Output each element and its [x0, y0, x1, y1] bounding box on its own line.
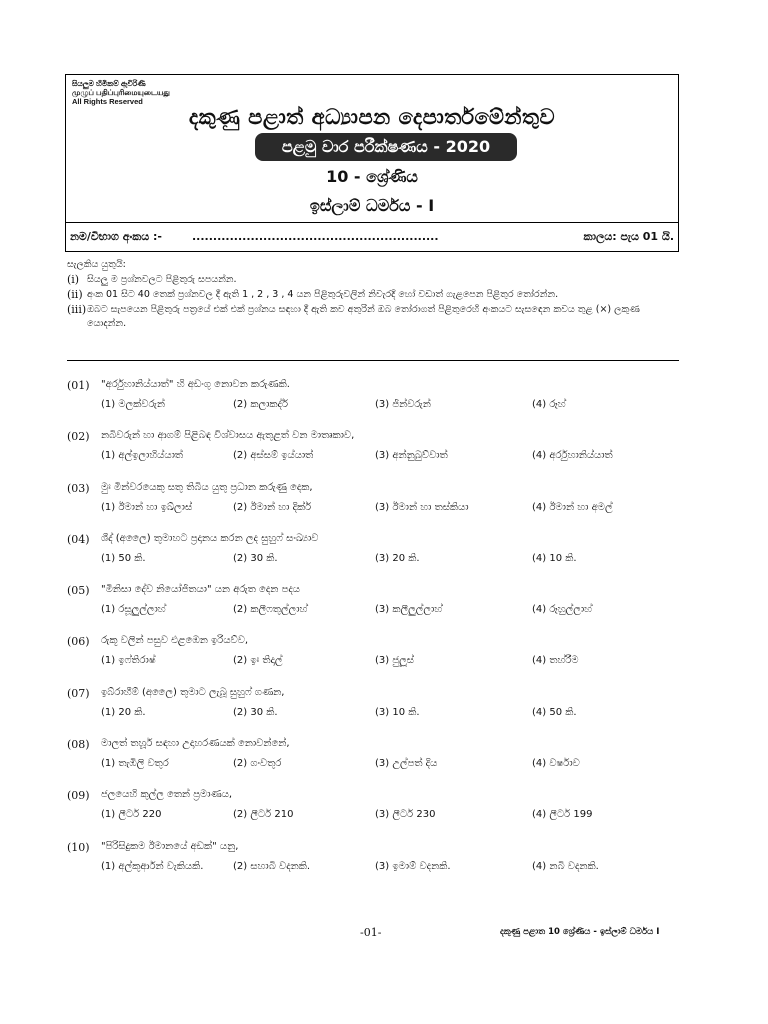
- option-1: (1) ඊමාන් හා ඉඛ්ලාස්: [101, 501, 193, 513]
- instruction-text: සියලු ම ප්‍රශ්නවලට පිළිතුරු සපයන්න.: [87, 274, 237, 285]
- option-3: (3) ජින්වරුන්: [375, 399, 431, 410]
- question-number: (07): [67, 686, 90, 700]
- rights-line-sinhala: සියලුම හිමිකම් ඇවිරිණි: [72, 79, 146, 88]
- option-4: (4) වර්ෂාව: [532, 758, 580, 770]
- question-text: මාලත් තහූර් සඳහා උදාහරණයක් නොවන්නේ,: [101, 738, 290, 750]
- option-4: (4) ලීටර් 199: [532, 809, 593, 821]
- question-item: [67, 839, 687, 890]
- question-text: රුකූ වලින් පසුව එළඹෙන ඉරියව්ව,: [101, 635, 249, 647]
- question-item: [67, 377, 687, 428]
- option-2: (2) 30 කි.: [233, 706, 278, 718]
- option-3: (3) ලීටර් 230: [375, 809, 436, 821]
- option-1: (1) 50 කි.: [101, 552, 146, 564]
- question-number: (10): [67, 840, 90, 854]
- question-item: [67, 633, 687, 684]
- question-text: "මිනිසා දේව නියෝජිතයා" යන අරුත දෙන පදය: [101, 584, 301, 596]
- option-3: (3) 20 කි.: [375, 552, 420, 564]
- option-4: (4) 50 කි.: [532, 706, 577, 718]
- option-3: (3) කලීලුල්ලාහ්: [375, 604, 443, 616]
- option-1: (1) අල්කුර්ආන් වැකියකි.: [101, 860, 204, 872]
- question-text: ඉබ්රාහීම් (අලෛ) තුමාට ලැබූ සුහුෆ් ගණන,: [101, 686, 285, 698]
- option-4: (4) රූහුල්ලාහ්: [532, 604, 592, 616]
- option-1: (1) ලීටර් 220: [101, 809, 162, 821]
- option-2: (2) ලීටර් 210: [233, 809, 294, 821]
- grade-label: 10 - ශ්‍රේණිය: [326, 167, 418, 186]
- question-item: [67, 685, 687, 736]
- option-3: (3) අන්නුබුව්වාත්: [375, 450, 448, 462]
- header-box: [65, 74, 679, 252]
- time-label: කාලය: පැය 01 යි.: [583, 230, 674, 243]
- instruction-text: ඔබට සැපයෙන පිළිතුරු පත්‍රයේ එක් එක් ප්‍රශ්නය සඳහා දී ඇති කව අතුරින් ඔබ තෝරාගත් පිළිතුරෙහි අංකයට සැසඳෙන කවය තුළ (×) ලකුණ යොදන්න.: [87, 304, 640, 329]
- section-divider: [67, 360, 679, 361]
- rights-notice: [72, 79, 192, 106]
- subject-label: ඉස්ලාම් ධර්මය - I: [309, 196, 435, 215]
- option-3: (3) ජුලූස්: [375, 655, 414, 667]
- option-2: (2) ඊමාන් හා දික්ර්: [233, 501, 312, 513]
- question-text: මුඃ මින්වරයෙකු සතු තිබිය යුතු ප්‍රධාන කරුණු දෙක,: [101, 481, 313, 493]
- rights-line-tamil: முழுப் பதிப்புரிமையுடையது: [72, 88, 170, 97]
- exam-title-banner: පළමු වාර පරීක්ෂණය - 2020: [255, 133, 517, 161]
- question-number: (03): [67, 481, 90, 495]
- option-4: (4) නබි වදනකි.: [532, 860, 599, 872]
- instruction-number: (i): [67, 273, 80, 286]
- option-1: (1) මලක්වරුන්: [101, 399, 165, 410]
- option-2: (2) 30 කි.: [233, 552, 278, 564]
- instruction-item: [67, 288, 679, 302]
- question-text: ජලයෙහි කුල්ල තෙන් ප්‍රමාණය,: [101, 789, 233, 801]
- question-list: [67, 377, 687, 890]
- name-index-label: නම/විභාග අංකය :-: [70, 230, 162, 243]
- option-4: (4) රූහ්: [532, 399, 566, 410]
- option-2: (2) ඉඃ තිදාල්: [233, 655, 283, 667]
- page-number: -01-: [360, 926, 382, 939]
- option-1: (1) රසූලුල්ලාහ්: [101, 604, 166, 616]
- question-item: [67, 480, 687, 531]
- option-1: (1) 20 කි.: [101, 706, 146, 718]
- question-item: [67, 582, 687, 633]
- instruction-number: (ii): [67, 288, 83, 301]
- question-item: [67, 736, 687, 787]
- option-4: (4) තහ්රීම: [532, 655, 579, 667]
- footer-running-title: දකුණු පළාත 10 ශ්‍රේණිය - ඉස්ලාම් ධර්මය I: [500, 927, 660, 937]
- question-number: (09): [67, 789, 90, 803]
- option-4: (4) අර්රුහානිය්යාත්: [532, 450, 613, 462]
- question-text: "පිරිසිදුකම ඊමානයේ අඩක්" යනු,: [101, 840, 239, 852]
- question-number: (04): [67, 532, 90, 546]
- instructions: [67, 258, 679, 331]
- question-item: [67, 531, 687, 582]
- question-text: "අර්රුහානිය්යාත්" හි අඩංගු නොවන කරුණකි.: [101, 379, 290, 390]
- option-4: (4) 10 කි.: [532, 552, 577, 564]
- option-1: (1) ඉෆ්තිරාෂ්: [101, 655, 156, 667]
- option-3: (3) ඊමාන් හා තස්කියා: [375, 501, 469, 513]
- question-number: (06): [67, 635, 90, 649]
- rights-line-english: All Rights Reserved: [72, 97, 143, 106]
- option-2: (2) අස්සම් ඉය්යාත්: [233, 450, 314, 462]
- question-text: නබිවරුන් හා ආගම් පිළිබඳ විශ්වාසය ඇතුළත් වන මාතෘකාව,: [101, 430, 355, 442]
- option-2: (2) සහාබි වදනකි.: [233, 860, 311, 872]
- option-2: (2) ගංවතුර: [233, 758, 282, 770]
- option-2: (2) කලීෆතුල්ලාහ්: [233, 604, 308, 616]
- option-4: (4) ඊමාන් හා අමල්: [532, 501, 613, 513]
- department-title: දකුණු පළාත් අධ්‍යාපන දෙපාර්තමේන්තුව: [188, 105, 556, 129]
- question-number: (01): [67, 379, 90, 392]
- option-1: (1) තැඹිලි වතුර: [101, 758, 169, 770]
- instructions-heading: සැලකිය යුතුයි:: [67, 259, 126, 270]
- option-3: (3) උල්පත් දිය: [375, 758, 438, 770]
- instruction-item: [67, 303, 679, 331]
- question-number: (05): [67, 584, 90, 598]
- question-number: (08): [67, 738, 90, 752]
- name-index-blank: ...........................................................: [192, 230, 439, 243]
- instruction-item: [67, 273, 679, 287]
- question-text: ශීද් (අලෛ) තුමාහට ප්‍රදානය කරන ලද සුහුෆ් සංඛ්‍යාව: [101, 532, 319, 544]
- name-row: [66, 222, 678, 253]
- option-3: (3) ඉමාම් වදනකි.: [375, 860, 451, 872]
- instruction-text: අංක 01 සිට 40 තෙක් ප්‍රශ්නවල දී ඇති 1 , 2 , 3 , 4 යන පිළිතුරුවලින් නිවැරදි හෝ වඩාත් ගැළපෙන පිළිතුර තෝරන්න.: [87, 289, 559, 300]
- question-item: [67, 428, 687, 479]
- option-2: (2) කලාකද්ර්: [233, 399, 288, 410]
- question-item: [67, 787, 687, 838]
- question-number: (02): [67, 430, 90, 444]
- option-3: (3) 10 කි.: [375, 706, 420, 718]
- option-1: (1) අල්ඉලාහිය්යාත්: [101, 450, 183, 462]
- instruction-number: (iii): [67, 303, 87, 316]
